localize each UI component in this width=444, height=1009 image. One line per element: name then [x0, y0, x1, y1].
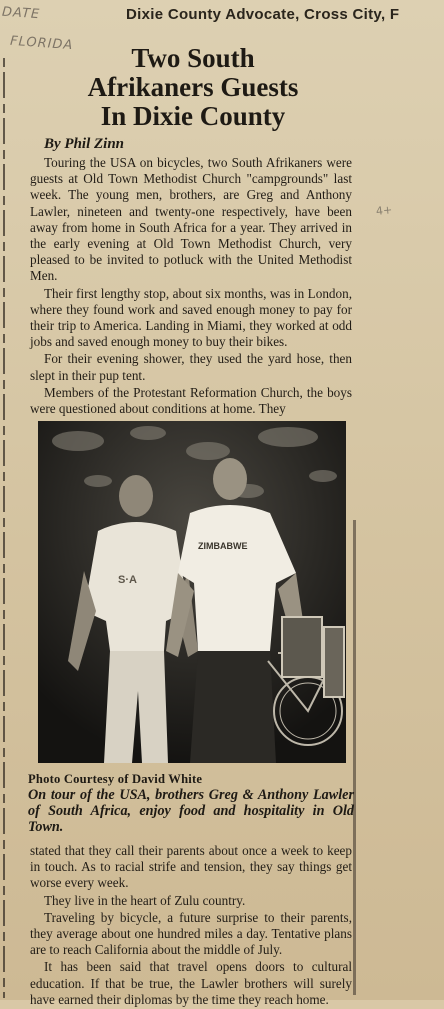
photo-caption: On tour of the USA, brothers Greg & Anthony Lawler of South Africa, enjoy food and hospitality in Old Town. [28, 787, 354, 836]
body-paragraph: They live in the heart of Zulu country. [44, 892, 246, 908]
body-paragraph: Members of the Protestant Reformation Church, the boys were questioned about conditions at home. They [30, 384, 352, 417]
byline: By Phil Zinn [44, 136, 125, 152]
publication-line: Dixie County Advocate, Cross City, F [126, 6, 400, 23]
photo-illustration [38, 421, 346, 763]
left-column-rule [3, 58, 5, 998]
headline-line: In Dixie County [100, 101, 286, 131]
svg-text:S·A: S·A [118, 574, 137, 586]
article-body-top [30, 155, 352, 418]
right-column-rule [353, 520, 356, 995]
body-paragraph: stated that they call their parents about once a week to keep in touch. As to racial strife and tension, they say things get worse every week. [30, 843, 352, 891]
article-photo [38, 421, 346, 763]
body-paragraph: Traveling by bicycle, a future surprise to their parents, they average about one hundred miles a day. Tentative plans are to reach California about the middle of July. [30, 909, 352, 958]
masthead [0, 0, 444, 36]
article-body-bottom [30, 843, 352, 1009]
margin-annotation: 4+ [375, 203, 393, 218]
body-paragraph: It has been said that travel opens doors to cultural education. If that be true, the Lawler brothers will surely have earned their diplomas by the time they reach home. [30, 959, 352, 1007]
body-paragraph: Their first lengthy stop, about six months, was in London, where they found work and saved enough money to pay for their trip to America. Landing in Miami, they worked at odd jobs and saved enough money to buy their bikes. [30, 285, 352, 350]
photo-credit: Photo Courtesy of David White [28, 772, 203, 786]
headline-line: Afrikaners Guests [87, 72, 299, 102]
handwritten-place-label: FLORIDA [9, 33, 74, 54]
headline-line: Two South [131, 43, 255, 73]
body-paragraph: For their evening shower, they used the yard hose, then slept in their pup tent. [30, 351, 352, 383]
shirt-lettering: ZIMBABWE [198, 541, 248, 551]
body-paragraph: Touring the USA on bicycles, two South Afrikaners were guests at Old Town Methodist Church "campgrounds" last week. The young men, brothers, are Greg and Anthony Lawler, nineteen and twenty-one respectively, have been away from home in South Africa for a year. They arrived in the early evening at Old Town Methodist Church, very pleased to be invited to potluck with the United Methodist Men. [30, 155, 352, 284]
article-headline [40, 44, 346, 131]
handwritten-date-label: DATE [1, 4, 41, 23]
